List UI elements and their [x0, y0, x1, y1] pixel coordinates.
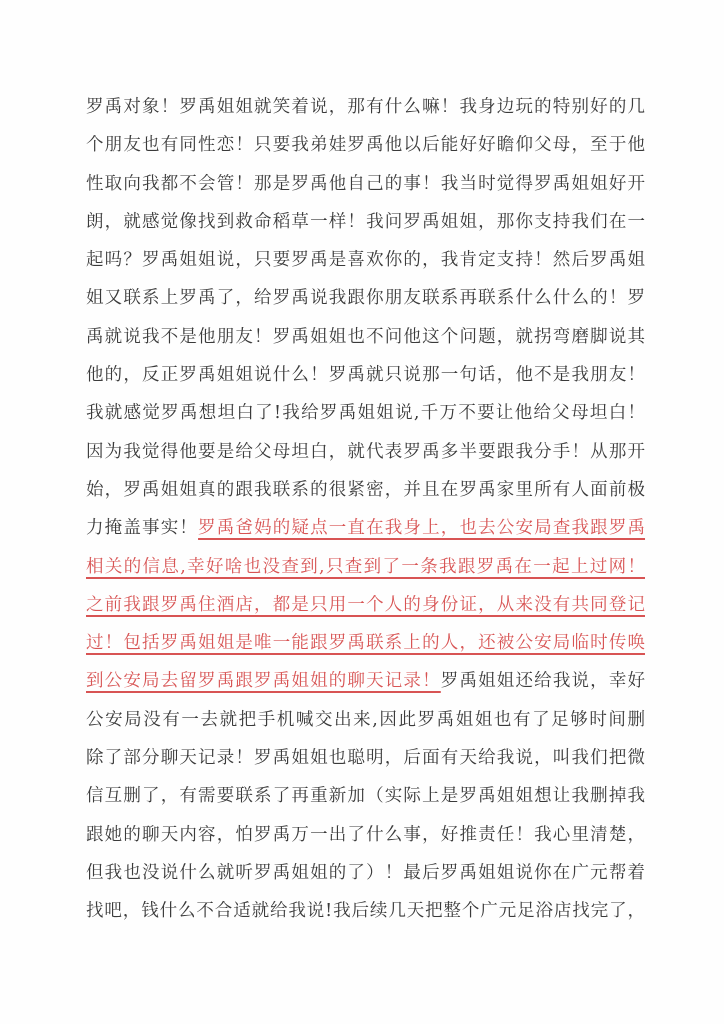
- text-line: [86, 586, 645, 624]
- paragraph-text: 信互删了，有需要联系了再重新加（实际上是罗禹姐姐想让我删掉我: [86, 786, 645, 807]
- text-line: [86, 356, 645, 394]
- highlighted-text: 之前我跟罗禹住酒店，都是只用一个人的身份证，从来没有共同登记: [86, 594, 645, 615]
- paragraph-text: 姐又联系上罗禹了，给罗禹说我跟你朋友联系再联系什么什么的！罗: [86, 288, 645, 309]
- paragraph-text: 跟她的聊天内容，怕罗禹万一出了什么事，好推责任！我心里清楚，: [86, 824, 645, 845]
- text-line: [86, 701, 645, 739]
- text-line: [86, 241, 645, 279]
- paragraph-text: 他的，反正罗禹姐姐说什么！罗禹就只说那一句话，他不是我朋友！: [86, 365, 645, 386]
- paragraph-text: 因为我觉得他要是给父母坦白，就代表罗禹多半要跟我分手！从那开: [86, 441, 645, 462]
- paragraph-text: 公安局没有一去就把手机喊交出来,因此罗禹姐姐也有了足够时间删: [86, 709, 645, 730]
- text-line: [86, 433, 645, 471]
- text-line: [86, 88, 645, 126]
- paragraph-text: 除了部分聊天记录！罗禹姐姐也聪明，后面有天给我说，叫我们把微: [86, 748, 645, 769]
- paragraph-text: 起吗？罗禹姐姐说，只要罗禹是喜欢你的，我肯定支持！然后罗禹姐: [86, 250, 645, 271]
- highlighted-text: 罗禹爸妈的疑点一直在我身上，也去公安局查我跟罗禹: [198, 518, 646, 539]
- text-line: [86, 854, 645, 892]
- text-line: [86, 548, 645, 586]
- text-line: [86, 509, 645, 547]
- paragraph-text: 罗禹姐姐还给我说，幸好: [440, 671, 646, 692]
- paragraph-text: 我就感觉罗禹想坦白了!我给罗禹姐姐说,千万不要让他给父母坦白！: [86, 403, 645, 424]
- paragraph-text: 罗禹对象！罗禹姐姐就笑着说，那有什么嘛！我身边玩的特别好的几: [86, 97, 645, 117]
- paragraph-text: 力掩盖事实！: [86, 518, 199, 539]
- paragraph-text: 始，罗禹姐姐真的跟我联系的很紧密，并且在罗禹家里所有人面前极: [86, 479, 645, 500]
- paragraph-text: 禹就说我不是他朋友！罗禹姐姐也不问他这个问题，就拐弯磨脚说其: [86, 326, 645, 347]
- text-line: [86, 662, 645, 700]
- text-line: [86, 624, 645, 662]
- highlighted-text: 相关的信息,幸好啥也没查到,只查到了一条我跟罗禹在一起上过网！: [86, 556, 645, 577]
- text-line: [86, 892, 645, 930]
- text-line: [86, 203, 645, 241]
- text-line: [86, 777, 645, 815]
- text-line: [86, 165, 645, 203]
- paragraph-text: 个朋友也有同性恋！只要我弟娃罗禹他以后能好好瞻仰父母，至于他: [86, 135, 645, 156]
- paragraph-text: 性取向我都不会管！那是罗禹他自己的事！我当时觉得罗禹姐姐好开: [86, 173, 645, 194]
- paragraph-text: 但我也没说什么就听罗禹姐姐的了）！最后罗禹姐姐说你在广元帮着: [86, 862, 645, 883]
- text-line: [86, 739, 645, 777]
- text-line: [86, 816, 645, 854]
- text-line: [86, 126, 645, 164]
- text-line: [86, 279, 645, 317]
- highlighted-text: 到公安局去留罗禹跟罗禹姐姐的聊天记录！: [86, 671, 441, 692]
- text-line: [86, 471, 645, 509]
- text-line: [86, 394, 645, 432]
- paragraph-text: 朗，就感觉像找到救命稻草一样！我问罗禹姐姐，那你支持我们在一: [86, 211, 645, 232]
- text-line: [86, 318, 645, 356]
- highlighted-text: 过！包括罗禹姐姐是唯一能跟罗禹联系上的人，还被公安局临时传唤: [86, 633, 645, 654]
- paragraph-text: 找吧，钱什么不合适就给我说!我后续几天把整个广元足浴店找完了，: [86, 901, 645, 922]
